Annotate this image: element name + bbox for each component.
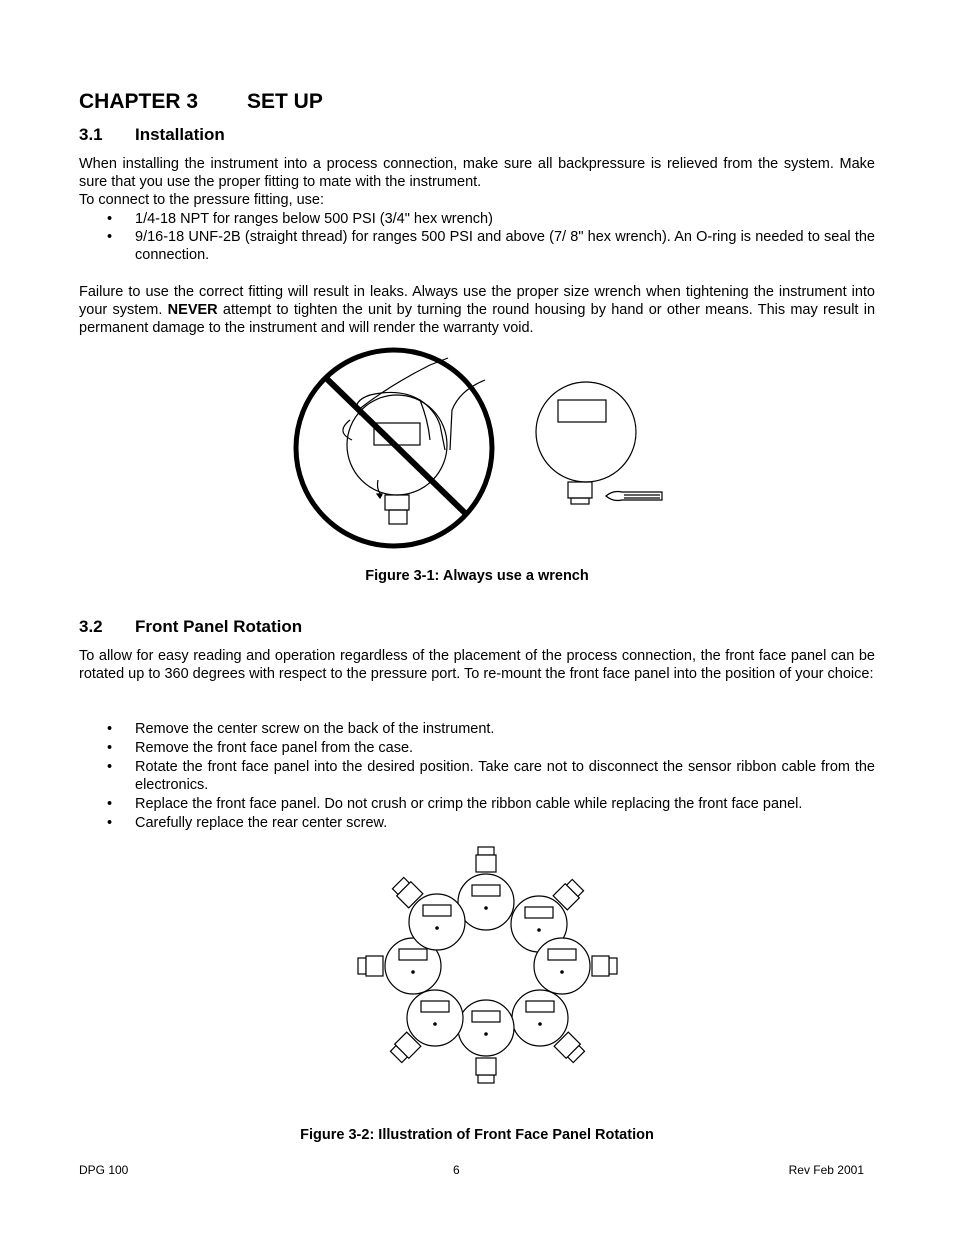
- list-item: • Remove the front face panel from the case.: [79, 739, 875, 757]
- chapter-title: SET UP: [247, 90, 323, 113]
- installation-warning-paragraph: Failure to use the correct fitting will result in leaks. Always use the proper size wrench when tightening the instrument into your system. NEVER attempt to tighten the unit by turning the round housing by hand or other means. This may result in permanent damage to the instrument and will render the warranty void.: [79, 284, 876, 336]
- installation-paragraph-1: When installing the instrument into a process connection, make sure all backpressure is relieved from the system. Make sure that you use the proper fitting to mate with the instrument.: [79, 156, 875, 190]
- list-item: • 9/16-18 UNF-2B (straight thread) for ranges 500 PSI and above (7/ 8" hex wrench). An O-ring is needed to seal the connection.: [79, 228, 875, 264]
- list-item: • Replace the front face panel. Do not crush or crimp the ribbon cable while replacing the front face panel.: [79, 795, 875, 813]
- figure-3-2-caption: Figure 3-2: Illustration of Front Face Panel Rotation: [300, 1127, 654, 1143]
- installation-paragraph-connect: To connect to the pressure fitting, use:: [79, 192, 325, 208]
- section-heading-installation: [79, 125, 225, 145]
- list-item: • Remove the center screw on the back of the instrument.: [79, 720, 875, 738]
- rotation-steps-list: [79, 720, 875, 833]
- section-number: 3.1: [79, 125, 103, 144]
- chapter-heading: [79, 90, 323, 114]
- list-item: • Carefully replace the rear center screw.: [79, 814, 875, 832]
- chapter-number: CHAPTER 3: [79, 90, 199, 113]
- fitting-list: [79, 210, 875, 264]
- rotation-paragraph: To allow for easy reading and operation regardless of the placement of the process connection, the front face panel can be rotated up to 360 degrees with respect to the pressure port. To re-mount the front face panel into the position of your choice:: [79, 648, 875, 682]
- section-number: 3.2: [79, 617, 103, 636]
- section-title: Front Panel Rotation: [135, 617, 303, 636]
- never-emphasis: NEVER: [167, 302, 218, 318]
- section-heading-front-panel-rotation: [79, 617, 302, 637]
- list-item: • 1/4-18 NPT for ranges below 500 PSI (3/4" hex wrench): [79, 210, 875, 228]
- footer-page-number: 6: [453, 1163, 460, 1177]
- figure-3-1-wrench-illustration: [290, 340, 680, 560]
- figure-3-1-caption: Figure 3-1: Always use a wrench: [365, 568, 589, 584]
- list-item: • Rotate the front face panel into the desired position. Take care not to disconnect the sensor ribbon cable from the electronics.: [79, 758, 875, 794]
- footer-revision: Rev Feb 2001: [788, 1163, 864, 1177]
- figure-3-2-rotation-illustration: [355, 842, 620, 1092]
- footer-document-name: DPG 100: [79, 1163, 129, 1177]
- section-title: Installation: [135, 125, 225, 144]
